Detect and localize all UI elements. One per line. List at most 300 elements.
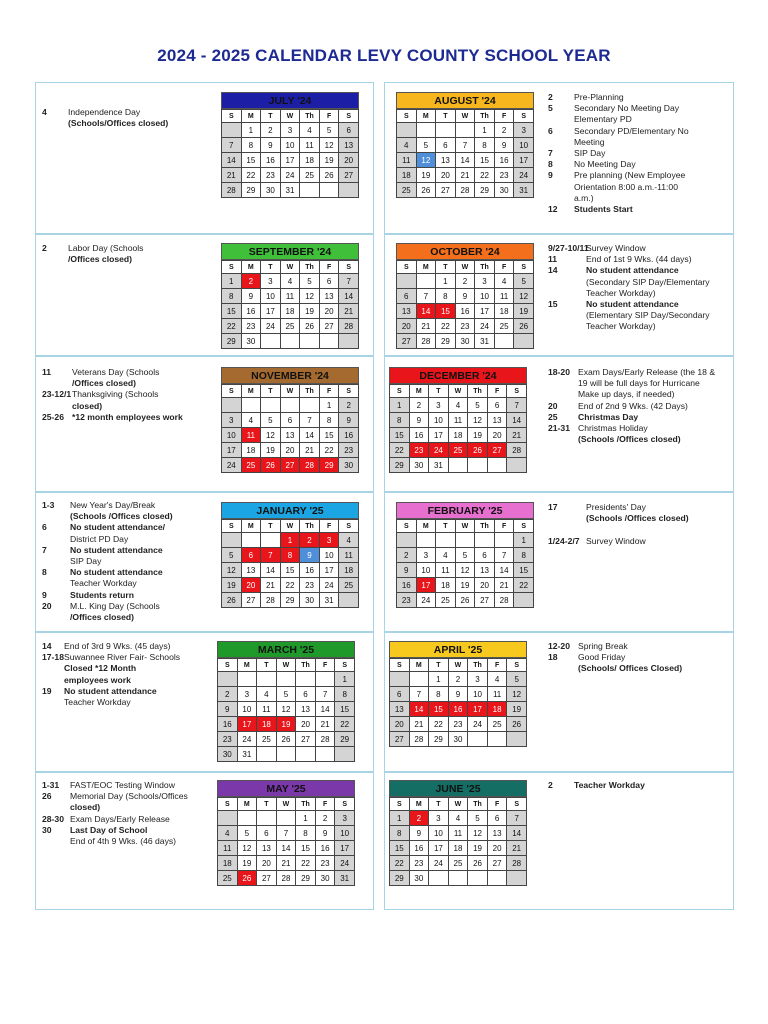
weekday-header: W xyxy=(448,385,468,398)
day-cell: 9 xyxy=(455,289,475,304)
day-cell: 18 xyxy=(494,304,514,319)
day-cell: 4 xyxy=(397,138,417,153)
day-cell: 9 xyxy=(300,548,320,563)
weekday-header: S xyxy=(390,659,410,672)
day-cell xyxy=(487,458,507,473)
day-cell: 28 xyxy=(416,334,436,349)
event-row xyxy=(548,277,730,288)
event-text: (Elementary SIP Day/Secondary xyxy=(586,310,710,321)
event-day: 4 xyxy=(42,107,47,117)
weekday-header: M xyxy=(409,659,429,672)
day-cell: 3 xyxy=(429,811,449,826)
day-cell: 4 xyxy=(436,548,456,563)
day-cell: 29 xyxy=(296,871,316,886)
day-cell: 17 xyxy=(429,428,449,443)
day-cell xyxy=(276,747,296,762)
day-cell: 19 xyxy=(222,578,242,593)
event-day: 9 xyxy=(42,589,47,600)
weekday-header: F xyxy=(487,385,507,398)
day-cell: 26 xyxy=(261,458,281,473)
event-text: Students return xyxy=(70,589,134,600)
day-cell: 7 xyxy=(409,687,429,702)
day-cell: 13 xyxy=(241,563,261,578)
event-text: Teacher Workday xyxy=(574,780,645,790)
event-row xyxy=(42,590,214,601)
day-cell: 21 xyxy=(507,428,527,443)
day-cell: 7 xyxy=(416,289,436,304)
month-grid xyxy=(396,109,534,198)
day-cell xyxy=(514,334,534,349)
month-title: NOVEMBER '24 xyxy=(221,367,359,384)
weekday-header: T xyxy=(261,520,281,533)
day-cell: 21 xyxy=(300,443,320,458)
day-cell: 11 xyxy=(218,841,238,856)
day-cell: 9 xyxy=(241,289,261,304)
day-cell: 12 xyxy=(468,826,488,841)
day-cell: 17 xyxy=(319,563,339,578)
day-cell: 7 xyxy=(494,548,514,563)
weekday-header: S xyxy=(339,385,359,398)
day-cell: 22 xyxy=(222,319,242,334)
event-day: 26 xyxy=(42,791,52,802)
day-cell: 20 xyxy=(397,319,417,334)
event-day: 6 xyxy=(548,125,553,136)
day-cell: 11 xyxy=(300,138,320,153)
event-day xyxy=(42,612,70,623)
event-day xyxy=(42,836,70,847)
day-cell: 24 xyxy=(429,856,449,871)
event-day xyxy=(548,193,574,204)
day-cell: 23 xyxy=(261,168,281,183)
day-cell: 2 xyxy=(494,123,514,138)
day-cell: 15 xyxy=(475,153,495,168)
day-cell: 22 xyxy=(390,856,410,871)
day-cell xyxy=(487,732,507,747)
event-text: SIP Day xyxy=(70,556,102,567)
day-cell xyxy=(222,123,242,138)
day-cell: 24 xyxy=(319,578,339,593)
day-cell: 17 xyxy=(475,304,495,319)
day-cell: 9 xyxy=(494,138,514,153)
day-cell: 8 xyxy=(335,687,355,702)
day-cell: 3 xyxy=(468,672,488,687)
weekday-header: Th xyxy=(296,659,316,672)
day-cell xyxy=(339,183,359,198)
calendar-aug xyxy=(396,92,534,198)
day-cell xyxy=(475,533,495,548)
event-row xyxy=(42,556,214,567)
event-row xyxy=(548,148,730,159)
day-cell: 7 xyxy=(300,413,320,428)
month-title: AUGUST '24 xyxy=(396,92,534,109)
day-cell: 13 xyxy=(436,153,456,168)
day-cell: 17 xyxy=(429,841,449,856)
day-cell: 15 xyxy=(296,841,316,856)
weekday-header: Th xyxy=(300,520,320,533)
day-cell: 15 xyxy=(390,428,410,443)
day-cell xyxy=(237,811,257,826)
event-row xyxy=(42,791,210,802)
day-cell: 4 xyxy=(280,274,300,289)
event-row xyxy=(548,412,730,423)
event-text: Make up days, if needed) xyxy=(578,389,675,400)
event-day: 21-31 xyxy=(548,423,570,434)
event-row xyxy=(548,159,730,170)
day-cell: 25 xyxy=(218,871,238,886)
month-grid xyxy=(221,109,359,198)
event-text: Thanksgiving (Schools xyxy=(72,389,159,400)
event-row xyxy=(548,254,730,265)
day-cell: 16 xyxy=(218,717,238,732)
day-cell: 20 xyxy=(487,841,507,856)
day-cell xyxy=(416,274,436,289)
day-cell: 2 xyxy=(455,274,475,289)
day-cell: 8 xyxy=(514,548,534,563)
day-cell: 24 xyxy=(429,443,449,458)
day-cell: 10 xyxy=(222,428,242,443)
day-cell: 12 xyxy=(319,138,339,153)
day-cell: 30 xyxy=(448,732,468,747)
day-cell: 9 xyxy=(409,413,429,428)
event-day xyxy=(548,513,586,524)
event-day: 23-12/1 xyxy=(42,389,72,400)
month-grid xyxy=(396,260,534,349)
day-cell xyxy=(468,871,488,886)
day-cell: 18 xyxy=(448,841,468,856)
day-cell: 10 xyxy=(280,138,300,153)
day-cell: 3 xyxy=(222,413,242,428)
day-cell xyxy=(296,672,316,687)
day-cell: 15 xyxy=(280,563,300,578)
day-cell: 14 xyxy=(409,702,429,717)
day-cell xyxy=(507,871,527,886)
event-day: 2 xyxy=(548,780,553,790)
event-row xyxy=(548,389,730,400)
day-cell: 28 xyxy=(409,732,429,747)
event-text: (Schools /Offices closed) xyxy=(70,511,173,522)
day-cell: 4 xyxy=(487,672,507,687)
day-cell: 28 xyxy=(339,319,359,334)
day-cell xyxy=(300,183,320,198)
event-row xyxy=(42,825,210,836)
weekday-header: Th xyxy=(300,385,320,398)
day-cell: 7 xyxy=(455,138,475,153)
day-cell: 10 xyxy=(475,289,495,304)
day-cell: 6 xyxy=(339,123,359,138)
event-row xyxy=(548,434,730,445)
day-cell: 1 xyxy=(319,398,339,413)
day-cell: 10 xyxy=(468,687,488,702)
day-cell: 26 xyxy=(468,443,488,458)
day-cell xyxy=(507,732,527,747)
day-cell: 17 xyxy=(514,153,534,168)
day-cell: 5 xyxy=(514,274,534,289)
day-cell: 5 xyxy=(319,123,339,138)
day-cell: 6 xyxy=(487,811,507,826)
weekday-header: S xyxy=(397,110,417,123)
day-cell: 3 xyxy=(475,274,495,289)
weekday-header: T xyxy=(257,659,277,672)
day-cell: 29 xyxy=(390,871,410,886)
month-title: MARCH '25 xyxy=(217,641,355,658)
month-title: JUNE '25 xyxy=(389,780,527,797)
day-cell: 10 xyxy=(429,826,449,841)
day-cell: 5 xyxy=(276,687,296,702)
day-cell: 19 xyxy=(507,702,527,717)
day-cell: 21 xyxy=(222,168,242,183)
calendar-sep xyxy=(221,243,359,349)
weekday-header: T xyxy=(261,261,281,274)
weekday-header: S xyxy=(335,659,355,672)
event-row xyxy=(42,545,214,556)
weekday-header: F xyxy=(319,520,339,533)
event-row xyxy=(548,652,730,663)
event-text: Exam Days/Early Release xyxy=(70,813,170,824)
day-cell: 25 xyxy=(448,856,468,871)
day-cell: 30 xyxy=(218,747,238,762)
month-grid xyxy=(221,519,359,608)
day-cell: 9 xyxy=(397,563,417,578)
event-text: End of 4th 9 Wks. (46 days) xyxy=(70,836,177,847)
event-text: Orientation 8:00 a.m.-11:00 xyxy=(574,181,678,192)
day-cell: 7 xyxy=(507,398,527,413)
event-text: Teacher Workday) xyxy=(586,287,656,298)
weekday-header: S xyxy=(222,110,242,123)
event-text: Students Start xyxy=(574,204,633,215)
events-aug xyxy=(548,92,730,215)
event-row xyxy=(42,814,210,825)
day-cell: 22 xyxy=(280,578,300,593)
event-day: 8 xyxy=(548,159,553,170)
day-cell xyxy=(261,398,281,413)
day-cell: 1 xyxy=(390,398,410,413)
event-text: (Schools /Offices closed) xyxy=(586,513,689,524)
day-cell: 12 xyxy=(507,687,527,702)
day-cell: 19 xyxy=(468,841,488,856)
event-row xyxy=(548,780,730,791)
day-cell: 27 xyxy=(280,458,300,473)
day-cell: 25 xyxy=(280,319,300,334)
event-row xyxy=(548,182,730,193)
day-cell xyxy=(436,123,456,138)
day-cell: 24 xyxy=(222,458,242,473)
event-row xyxy=(42,378,214,389)
weekday-header: S xyxy=(218,798,238,811)
event-text: New Year's Day/Break xyxy=(70,500,156,510)
weekday-header: W xyxy=(448,659,468,672)
weekday-header: F xyxy=(315,659,335,672)
day-cell: 23 xyxy=(339,443,359,458)
event-text: Labor Day (Schools xyxy=(68,243,144,253)
day-cell: 14 xyxy=(276,841,296,856)
weekday-header: Th xyxy=(468,385,488,398)
day-cell: 18 xyxy=(218,856,238,871)
day-cell: 17 xyxy=(280,153,300,168)
day-cell: 2 xyxy=(315,811,335,826)
month-title: JANUARY '25 xyxy=(221,502,359,519)
day-cell: 13 xyxy=(257,841,277,856)
day-cell xyxy=(241,398,261,413)
day-cell xyxy=(237,672,257,687)
day-cell: 25 xyxy=(257,732,277,747)
weekday-header: S xyxy=(507,798,527,811)
event-text: Independence Day xyxy=(68,107,141,117)
day-cell: 14 xyxy=(507,826,527,841)
day-cell xyxy=(339,334,359,349)
event-row xyxy=(548,641,730,652)
event-row xyxy=(42,389,214,400)
day-cell: 9 xyxy=(409,826,429,841)
event-text: Spring Break xyxy=(578,641,628,651)
day-cell: 12 xyxy=(261,428,281,443)
day-cell xyxy=(300,334,320,349)
day-cell: 17 xyxy=(222,443,242,458)
event-row xyxy=(548,299,730,310)
day-cell: 3 xyxy=(416,548,436,563)
day-cell: 3 xyxy=(280,123,300,138)
day-cell: 23 xyxy=(409,443,429,458)
event-day: 12 xyxy=(548,204,558,215)
day-cell: 31 xyxy=(475,334,495,349)
day-cell: 24 xyxy=(237,732,257,747)
day-cell: 30 xyxy=(455,334,475,349)
day-cell: 27 xyxy=(487,443,507,458)
day-cell: 6 xyxy=(397,289,417,304)
day-cell: 13 xyxy=(390,702,410,717)
day-cell: 7 xyxy=(507,811,527,826)
event-text: Secondary No Meeting Day xyxy=(574,103,680,114)
day-cell xyxy=(257,811,277,826)
day-cell: 19 xyxy=(276,717,296,732)
day-cell: 16 xyxy=(339,428,359,443)
day-cell: 2 xyxy=(397,548,417,563)
day-cell: 19 xyxy=(319,153,339,168)
event-text: Christmas Day xyxy=(578,411,639,422)
event-text: Presidents' Day xyxy=(586,502,646,512)
weekday-header: Th xyxy=(300,261,320,274)
event-row xyxy=(42,534,214,545)
day-cell: 24 xyxy=(475,319,495,334)
event-row xyxy=(548,137,730,148)
day-cell: 9 xyxy=(218,702,238,717)
day-cell: 26 xyxy=(416,183,436,198)
event-day xyxy=(42,556,70,567)
day-cell xyxy=(487,871,507,886)
day-cell xyxy=(335,747,355,762)
day-cell: 2 xyxy=(218,687,238,702)
weekday-header: Th xyxy=(300,110,320,123)
event-text: (Secondary SIP Day/Elementary xyxy=(586,276,710,287)
day-cell: 3 xyxy=(237,687,257,702)
event-day xyxy=(42,378,72,389)
day-cell: 3 xyxy=(514,123,534,138)
event-text: End of 2nd 9 Wks. (42 Days) xyxy=(578,400,688,411)
event-row xyxy=(42,522,214,533)
day-cell: 6 xyxy=(390,687,410,702)
weekday-header: F xyxy=(315,798,335,811)
day-cell: 21 xyxy=(315,717,335,732)
day-cell: 12 xyxy=(514,289,534,304)
event-row xyxy=(548,243,730,254)
day-cell: 18 xyxy=(436,578,456,593)
day-cell: 14 xyxy=(494,563,514,578)
day-cell: 13 xyxy=(280,428,300,443)
event-row xyxy=(548,103,730,114)
day-cell: 26 xyxy=(222,593,242,608)
weekday-header: M xyxy=(241,110,261,123)
day-cell: 11 xyxy=(257,702,277,717)
event-row xyxy=(548,288,730,299)
event-text: Survey Window xyxy=(586,535,646,546)
day-cell: 28 xyxy=(507,443,527,458)
day-cell: 14 xyxy=(315,702,335,717)
day-cell: 11 xyxy=(448,413,468,428)
day-cell: 20 xyxy=(475,578,495,593)
event-row xyxy=(42,663,210,674)
day-cell: 22 xyxy=(241,168,261,183)
day-cell: 5 xyxy=(416,138,436,153)
event-day xyxy=(548,434,578,445)
event-text: Teacher Workday) xyxy=(586,321,656,332)
day-cell: 13 xyxy=(475,563,495,578)
event-row xyxy=(42,567,214,578)
event-row xyxy=(42,401,214,412)
day-cell: 12 xyxy=(222,563,242,578)
weekday-header: S xyxy=(218,659,238,672)
day-cell: 18 xyxy=(300,153,320,168)
event-row xyxy=(548,367,730,378)
day-cell: 10 xyxy=(335,826,355,841)
event-text: Good Friday xyxy=(578,652,626,663)
event-day xyxy=(42,663,64,674)
day-cell xyxy=(315,672,335,687)
day-cell: 30 xyxy=(494,183,514,198)
day-cell: 7 xyxy=(315,687,335,702)
event-row xyxy=(548,204,730,215)
day-cell xyxy=(222,398,242,413)
event-day: 8 xyxy=(42,567,47,578)
day-cell xyxy=(241,533,261,548)
event-day xyxy=(548,114,574,125)
day-cell: 17 xyxy=(416,578,436,593)
day-cell xyxy=(390,672,410,687)
event-row xyxy=(548,663,730,674)
weekday-header: T xyxy=(429,798,449,811)
day-cell: 1 xyxy=(222,274,242,289)
day-cell: 6 xyxy=(436,138,456,153)
event-row xyxy=(42,254,214,265)
day-cell: 25 xyxy=(241,458,261,473)
event-day xyxy=(42,118,68,129)
event-day xyxy=(42,578,70,589)
event-text: Teacher Workday xyxy=(64,697,131,708)
day-cell: 14 xyxy=(300,428,320,443)
day-cell: 20 xyxy=(487,428,507,443)
day-cell: 6 xyxy=(319,274,339,289)
day-cell: 4 xyxy=(494,274,514,289)
event-row xyxy=(42,686,210,697)
day-cell xyxy=(319,334,339,349)
weekday-header: S xyxy=(514,261,534,274)
day-cell xyxy=(397,123,417,138)
event-row xyxy=(42,675,210,686)
day-cell: 9 xyxy=(315,826,335,841)
event-text: End of 1st 9 Wks. (44 days) xyxy=(586,254,692,265)
event-day xyxy=(548,182,574,193)
day-cell: 26 xyxy=(514,319,534,334)
event-day: 7 xyxy=(548,148,553,159)
event-text: No student attendance xyxy=(64,685,157,696)
